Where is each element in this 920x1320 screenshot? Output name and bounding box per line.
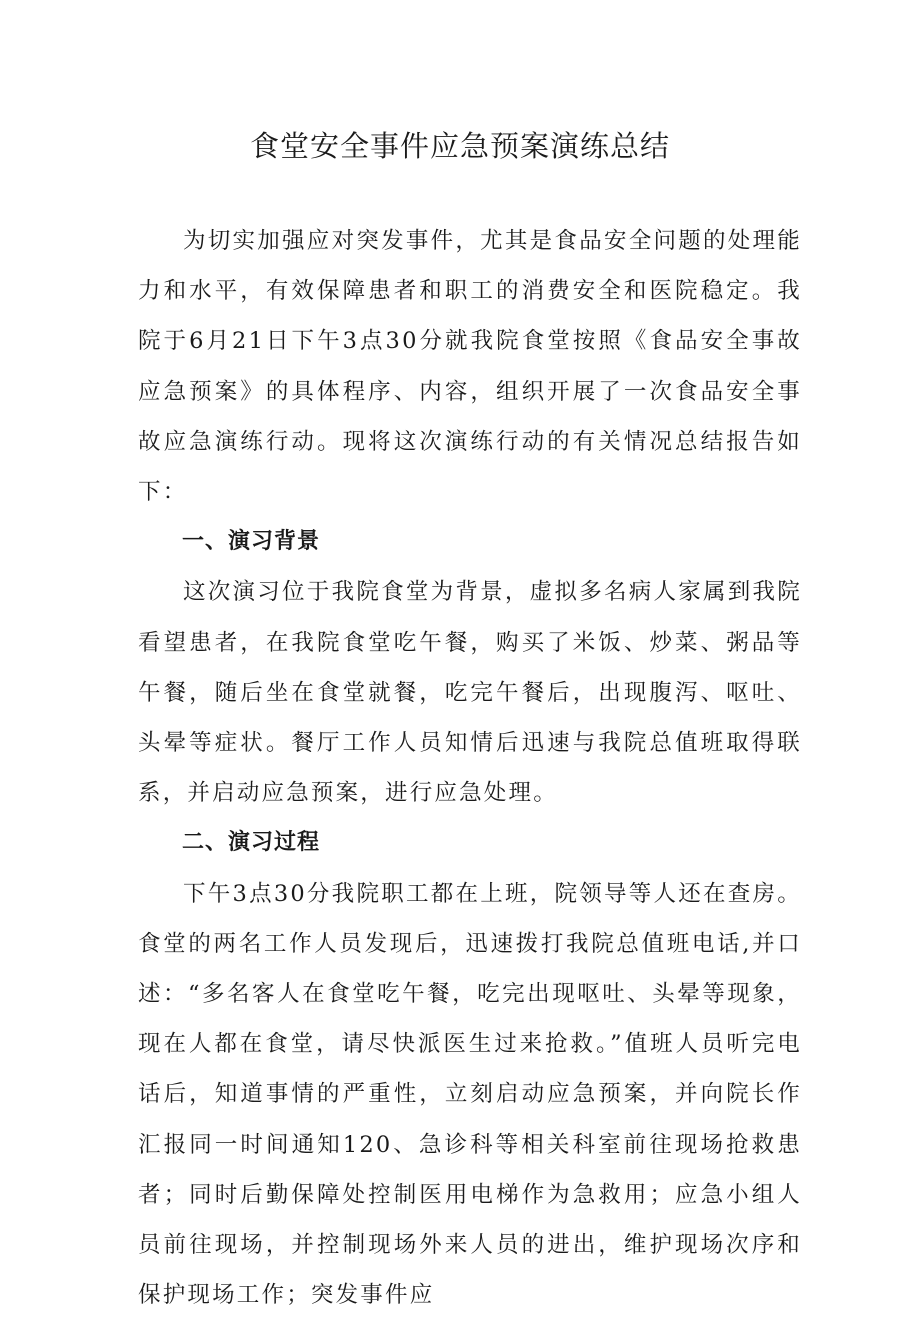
section-heading-process: 二、演习过程 <box>182 830 321 856</box>
section-heading-background: 一、演习背景 <box>182 529 321 555</box>
intro-paragraph: 为切实加强应对突发事件，尤其是食品安全问题的处理能力和水平，有效保障患者和职工的消费安全和医院稳定。我院于6月21日下午3点30分就我院食堂按照《食品安全事故应急预案》的具体程序、内容，组织开展了一次食品安全事故应急演练行动。现将这次演练行动的有关情况总结报告如下： <box>138 228 802 506</box>
document-body <box>138 216 802 1320</box>
document-title: 食堂安全事件应急预案演练总结 <box>249 129 670 163</box>
section-paragraph-background: 这次演习位于我院食堂为背景，虚拟多名病人家属到我院看望患者，在我院食堂吃午餐，购买了米饭、炒菜、粥品等午餐，随后坐在食堂就餐，吃完午餐后，出现腹泻、呕吐、头晕等症状。餐厅工作人员知情后迅速与我院总值班取得联系，并启动应急预案，进行应急处理。 <box>138 579 802 807</box>
section-paragraph-process: 下午3点30分我院职工都在上班，院领导等人还在查房。食堂的两名工作人员发现后，迅速拨打我院总值班电话,并口述：“多名客人在食堂吃午餐，吃完出现呕吐、头晕等现象，现在人都在食堂，请尽快派医生过来抢救。”值班人员听完电话后，知道事情的严重性，立刻启动应急预案，并向院长作汇报同一时间通知120、急诊科等相关科室前往现场抢救患者；同时后勤保障处控制医用电梯作为急救用；应急小组人员前往现场，并控制现场外来人员的进出，维护现场次序和保护现场工作；突发事件应 <box>138 880 802 1309</box>
